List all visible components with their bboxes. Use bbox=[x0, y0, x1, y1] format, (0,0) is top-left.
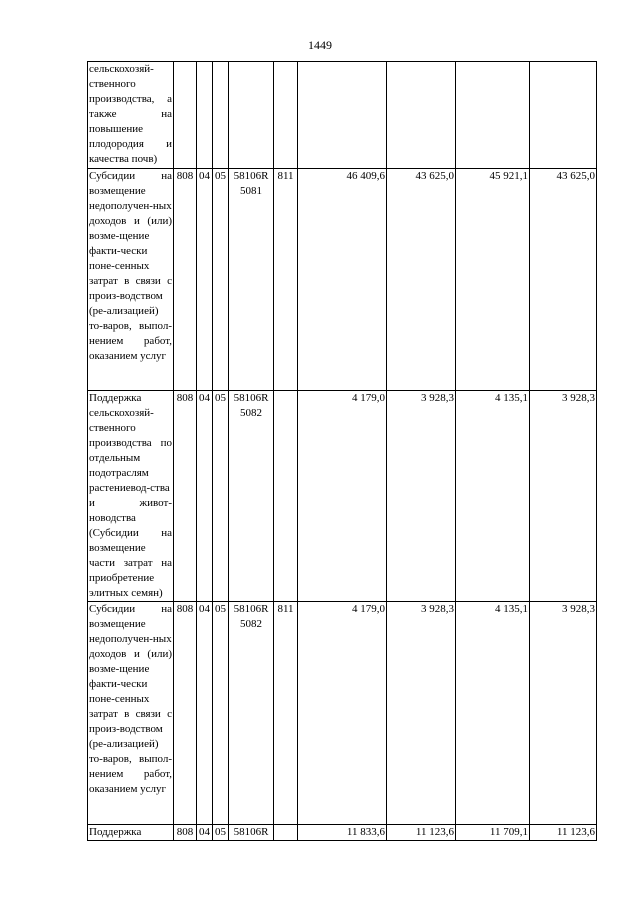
grbs-code bbox=[174, 62, 197, 169]
expense-type-code: 811 bbox=[274, 169, 298, 391]
value-3: 45 921,1 bbox=[456, 169, 530, 391]
value-1 bbox=[298, 62, 387, 169]
expense-type-code bbox=[274, 62, 298, 169]
value-1: 46 409,6 bbox=[298, 169, 387, 391]
value-1: 11 833,6 bbox=[298, 825, 387, 841]
table-row bbox=[88, 62, 597, 169]
value-4 bbox=[530, 62, 597, 169]
value-4: 3 928,3 bbox=[530, 602, 597, 825]
target-article-code: 58106R bbox=[229, 825, 274, 841]
value-2 bbox=[387, 62, 456, 169]
target-article-code: 58106R 5082 bbox=[229, 391, 274, 602]
section-code bbox=[197, 62, 213, 169]
grbs-code: 808 bbox=[174, 602, 197, 825]
value-2: 3 928,3 bbox=[387, 391, 456, 602]
budget-table bbox=[87, 61, 597, 841]
grbs-code: 808 bbox=[174, 391, 197, 602]
value-4: 3 928,3 bbox=[530, 391, 597, 602]
table-row bbox=[88, 825, 597, 841]
grbs-code: 808 bbox=[174, 169, 197, 391]
target-article-code bbox=[229, 62, 274, 169]
section-code: 04 bbox=[197, 602, 213, 825]
row-name: Субсидии на возмещение недополучен-ных доходов и (или) возме-щение факти-чески поне-сенных затрат в связи с произ-водством (ре-ализацией) то-варов, выпол-нением работ, оказанием услуг bbox=[88, 602, 174, 825]
row-name: Субсидии на возмещение недополучен-ных доходов и (или) возме-щение факти-чески поне-сенных затрат в связи с произ-водством (ре-ализацией) то-варов, выпол-нением работ, оказанием услуг bbox=[88, 169, 174, 391]
table-row bbox=[88, 391, 597, 602]
row-name: Поддержка сельскохозяй-ственного производства по отдельным подотраслям растениевод-ства и живот-новодства (Субсидии на возмещение части затрат на приобретение элитных семян) bbox=[88, 391, 174, 602]
value-2: 43 625,0 bbox=[387, 169, 456, 391]
value-3: 11 709,1 bbox=[456, 825, 530, 841]
target-article-code: 58106R 5081 bbox=[229, 169, 274, 391]
subsection-code: 05 bbox=[213, 602, 229, 825]
value-4: 43 625,0 bbox=[530, 169, 597, 391]
subsection-code: 05 bbox=[213, 825, 229, 841]
expense-type-code bbox=[274, 391, 298, 602]
value-1: 4 179,0 bbox=[298, 391, 387, 602]
expense-type-code: 811 bbox=[274, 602, 298, 825]
subsection-code bbox=[213, 62, 229, 169]
section-code: 04 bbox=[197, 169, 213, 391]
page-number: 1449 bbox=[308, 38, 332, 52]
value-3 bbox=[456, 62, 530, 169]
value-4: 11 123,6 bbox=[530, 825, 597, 841]
section-code: 04 bbox=[197, 391, 213, 602]
value-1: 4 179,0 bbox=[298, 602, 387, 825]
row-name: Поддержка bbox=[88, 825, 174, 841]
grbs-code: 808 bbox=[174, 825, 197, 841]
table-row bbox=[88, 602, 597, 825]
value-3: 4 135,1 bbox=[456, 391, 530, 602]
section-code: 04 bbox=[197, 825, 213, 841]
table-row bbox=[88, 169, 597, 391]
value-3: 4 135,1 bbox=[456, 602, 530, 825]
value-2: 3 928,3 bbox=[387, 602, 456, 825]
row-name: сельскохозяй-ственного производства, а также на повышение плодородия и качества почв) bbox=[88, 62, 174, 169]
expense-type-code bbox=[274, 825, 298, 841]
subsection-code: 05 bbox=[213, 169, 229, 391]
value-2: 11 123,6 bbox=[387, 825, 456, 841]
target-article-code: 58106R 5082 bbox=[229, 602, 274, 825]
subsection-code: 05 bbox=[213, 391, 229, 602]
